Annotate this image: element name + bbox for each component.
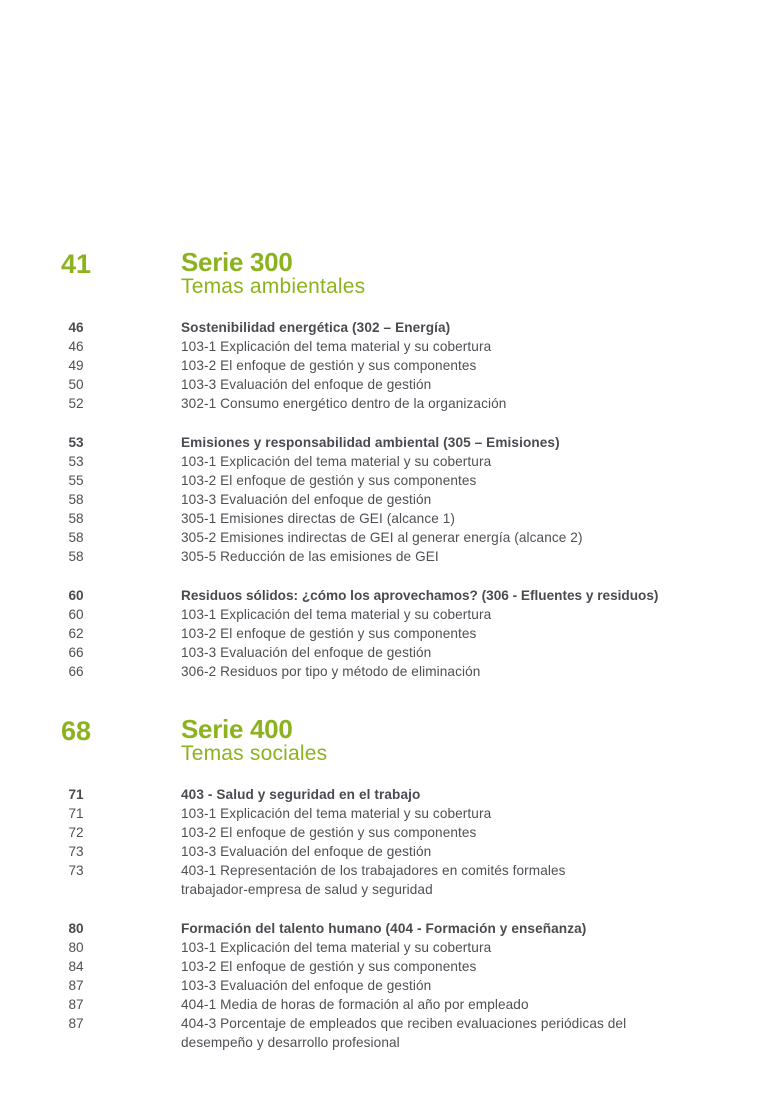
item-page-number: 87 xyxy=(68,978,84,993)
list-item xyxy=(0,452,780,471)
section-heading xyxy=(0,919,780,938)
list-item xyxy=(0,605,780,624)
section-title: Formación del talento humano (404 - Formación y enseñanza) xyxy=(181,921,587,936)
section-page-number: 71 xyxy=(68,787,84,802)
item-text: 404-3 Porcentaje de empleados que reciben evaluaciones periódicas del desempeño y desarrollo profesional xyxy=(181,1016,627,1050)
item-text: 103-2 El enfoque de gestión y sus componentes xyxy=(181,358,477,373)
serie-titles xyxy=(181,248,365,298)
serie-page-number: 68 xyxy=(60,716,92,746)
list-item xyxy=(0,394,780,413)
item-text: 103-3 Evaluación del enfoque de gestión xyxy=(181,645,432,660)
section-title: Emisiones y responsabilidad ambiental (305 – Emisiones) xyxy=(181,435,560,450)
item-page-number: 84 xyxy=(68,959,84,974)
list-item xyxy=(0,842,780,861)
list-item xyxy=(0,976,780,995)
item-page-number: 49 xyxy=(68,358,84,373)
item-page-number: 87 xyxy=(68,997,84,1012)
serie-header xyxy=(0,715,780,765)
list-item xyxy=(0,528,780,547)
item-page-number: 66 xyxy=(68,664,84,679)
list-item xyxy=(0,337,780,356)
section-page-number: 80 xyxy=(68,921,84,936)
list-item xyxy=(0,995,780,1014)
item-page-number: 73 xyxy=(68,844,84,859)
list-item xyxy=(0,471,780,490)
toc-section xyxy=(0,785,780,899)
item-text: 103-1 Explicación del tema material y su cobertura xyxy=(181,454,492,469)
item-text: 403-1 Representación de los trabajadores en comités formales trabajador-empresa de salud y seguridad xyxy=(181,863,566,897)
list-item xyxy=(0,823,780,842)
section-page-number: 53 xyxy=(68,435,84,450)
item-text: 305-5 Reducción de las emisiones de GEI xyxy=(181,549,439,564)
list-item xyxy=(0,490,780,509)
list-item xyxy=(0,375,780,394)
item-text: 103-1 Explicación del tema material y su cobertura xyxy=(181,339,492,354)
toc-section xyxy=(0,318,780,413)
item-text: 103-3 Evaluación del enfoque de gestión xyxy=(181,377,432,392)
section-heading xyxy=(0,318,780,337)
item-text: 305-1 Emisiones directas de GEI (alcance 1) xyxy=(181,511,456,526)
item-page-number: 58 xyxy=(68,492,84,507)
serie-title: Serie 400 xyxy=(181,714,293,744)
toc-section xyxy=(0,433,780,566)
item-page-number: 46 xyxy=(68,339,84,354)
list-item xyxy=(0,356,780,375)
item-text: 103-2 El enfoque de gestión y sus componentes xyxy=(181,959,477,974)
list-item xyxy=(0,804,780,823)
item-page-number: 71 xyxy=(68,806,84,821)
list-item xyxy=(0,938,780,957)
item-text: 103-1 Explicación del tema material y su cobertura xyxy=(181,806,492,821)
list-item xyxy=(0,662,780,681)
toc-section xyxy=(0,586,780,681)
list-item xyxy=(0,861,780,899)
item-text: 103-3 Evaluación del enfoque de gestión xyxy=(181,492,432,507)
item-page-number: 50 xyxy=(68,377,84,392)
item-text: 103-1 Explicación del tema material y su cobertura xyxy=(181,607,492,622)
section-heading xyxy=(0,586,780,605)
item-text: 302-1 Consumo energético dentro de la organización xyxy=(181,396,507,411)
serie-titles xyxy=(181,715,327,765)
serie-page-number: 41 xyxy=(60,249,92,279)
item-page-number: 72 xyxy=(68,825,84,840)
section-heading xyxy=(0,433,780,452)
serie-title: Serie 300 xyxy=(181,247,293,277)
item-text: 103-3 Evaluación del enfoque de gestión xyxy=(181,978,432,993)
section-title: 403 - Salud y seguridad en el trabajo xyxy=(181,787,421,802)
item-text: 103-2 El enfoque de gestión y sus componentes xyxy=(181,825,477,840)
section-title: Residuos sólidos: ¿cómo los aprovechamos? (306 - Efluentes y residuos) xyxy=(181,588,659,603)
item-text: 103-2 El enfoque de gestión y sus componentes xyxy=(181,626,477,641)
item-page-number: 53 xyxy=(68,454,84,469)
serie-subtitle: Temas sociales xyxy=(181,742,328,765)
list-item xyxy=(0,624,780,643)
table-of-contents xyxy=(0,248,780,1072)
section-page-number: 46 xyxy=(68,320,84,335)
serie-subtitle: Temas ambientales xyxy=(181,275,366,298)
list-item xyxy=(0,643,780,662)
item-page-number: 58 xyxy=(68,511,84,526)
toc-section xyxy=(0,919,780,1052)
item-page-number: 52 xyxy=(68,396,84,411)
item-page-number: 80 xyxy=(68,940,84,955)
section-page-number: 60 xyxy=(68,588,84,603)
item-text: 305-2 Emisiones indirectas de GEI al generar energía (alcance 2) xyxy=(181,530,583,545)
list-item xyxy=(0,1014,780,1052)
section-title: Sostenibilidad energética (302 – Energía) xyxy=(181,320,451,335)
item-page-number: 87 xyxy=(68,1016,84,1031)
item-text: 306-2 Residuos por tipo y método de eliminación xyxy=(181,664,481,679)
item-page-number: 58 xyxy=(68,530,84,545)
item-page-number: 62 xyxy=(68,626,84,641)
item-text: 404-1 Media de horas de formación al año por empleado xyxy=(181,997,529,1012)
item-text: 103-1 Explicación del tema material y su cobertura xyxy=(181,940,492,955)
item-page-number: 66 xyxy=(68,645,84,660)
section-heading xyxy=(0,785,780,804)
item-page-number: 58 xyxy=(68,549,84,564)
item-text: 103-3 Evaluación del enfoque de gestión xyxy=(181,844,432,859)
list-item xyxy=(0,547,780,566)
list-item xyxy=(0,957,780,976)
item-page-number: 60 xyxy=(68,607,84,622)
item-text: 103-2 El enfoque de gestión y sus componentes xyxy=(181,473,477,488)
serie-header xyxy=(0,248,780,298)
item-page-number: 55 xyxy=(68,473,84,488)
list-item xyxy=(0,509,780,528)
item-page-number: 73 xyxy=(68,863,84,878)
